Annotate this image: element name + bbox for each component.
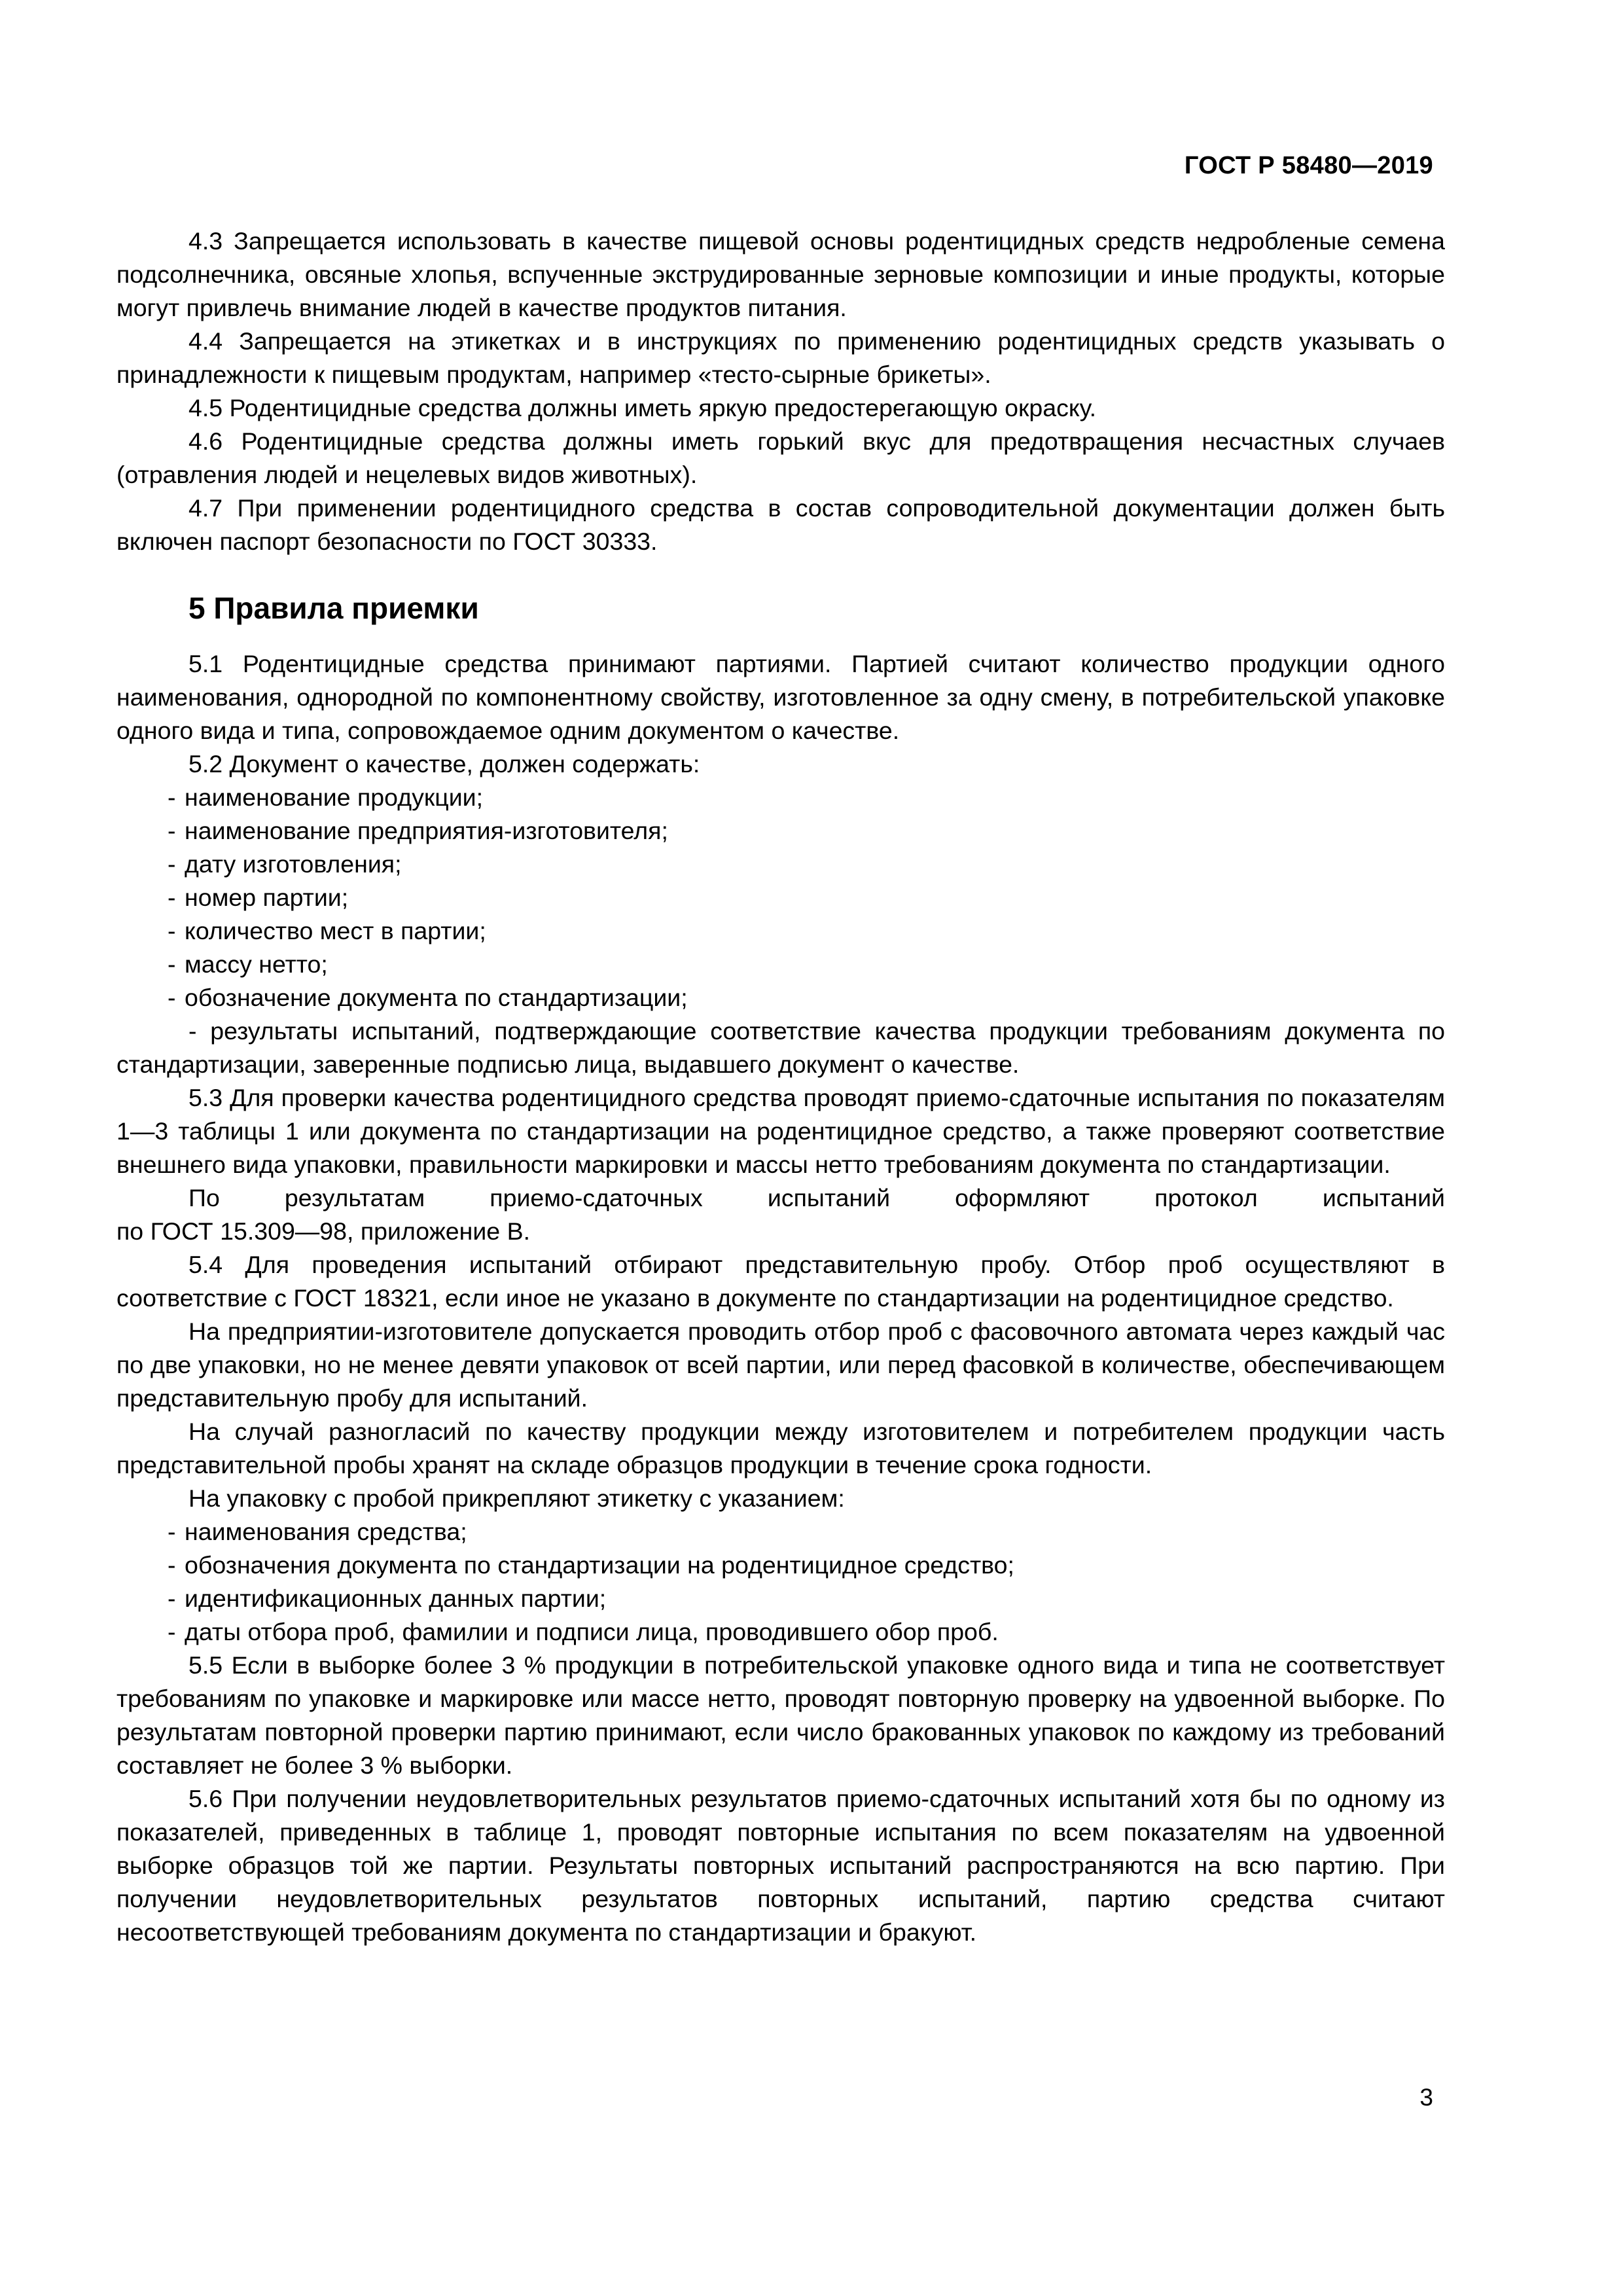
list-marker: - (168, 1585, 176, 1612)
list-5-2 (116, 781, 1445, 1081)
paragraph-5-6: 5.6 При получении неудовлетворительных результатов приемо-сдаточных испытаний хотя бы по одному из показателей, приведенных в таблице 1, проводят повторные испытания по всем показателям на удвоенной выборке образцов той же партии. Результаты повторных испытаний распространяются на всю партию. При получении неудовлетворительных результатов повторных испытаний, партию средства считают несоответствующей требованиям документа по стандартизации и бракуют. (116, 1785, 1445, 1946)
list-item: - обозначение документа по стандартизации; (116, 981, 1445, 1014)
page-number: 3 (1419, 2084, 1433, 2111)
paragraph-5-3: 5.3 Для проверки качества родентицидного средства проводят приемо-сдаточные испытания по показателям 1—3 таблицы 1 или документа по стандартизации на родентицидное средство, а также проверяют соответствие внешнего вида упаковки, правильности маркировки и массы нетто требованиям документа по стандартизации. (116, 1084, 1445, 1178)
list-item: - массу нетто; (116, 948, 1445, 981)
list-item-results: - результаты испытаний, подтверждающие соответствие качества продукции требованиям документа по стандартизации, заверенные подписью лица, выдавшего документ о качестве. (116, 1017, 1446, 1078)
paragraph-5-4-label: На упаковку с пробой прикрепляют этикетку с указанием: (188, 1484, 845, 1512)
paragraph-5-4-sampling: На предприятии-изготовителе допускается проводить отбор проб с фасовочного автомата через каждый час по две упаковки, но не менее девяти упаковок от всей партии, или перед фасовкой в количестве, обеспечивающем представительную пробу для испытаний. (116, 1318, 1445, 1412)
list-item: - наименования средства; (116, 1515, 1445, 1549)
paragraph-4-6: 4.6 Родентицидные средства должны иметь горький вкус для предотвращения несчастных случаев (отравления людей и нецелевых видов животных). (116, 427, 1445, 488)
paragraph-4-5: 4.5 Родентицидные средства должны иметь яркую предостерегающую окраску. (188, 394, 1097, 422)
paragraph-5-3-protocol-line2: по ГОСТ 15.309—98, приложение В. (116, 1217, 531, 1245)
list-marker: - (168, 850, 176, 878)
paragraph-5-3-protocol-line1: По результатам приемо-сдаточных испытаний оформляют протокол испытаний (188, 1184, 1445, 1211)
section-5-title: 5 Правила приемки (188, 591, 479, 625)
list-marker: - (168, 1518, 176, 1545)
list-item: - наименование предприятия-изготовителя; (116, 814, 1445, 848)
list-marker: - (168, 1551, 176, 1579)
paragraph-5-2: 5.2 Документ о качестве, должен содержать: (188, 750, 700, 778)
list-item: - номер партии; (116, 881, 1445, 914)
list-item: - даты отбора проб, фамилии и подписи лица, проводившего обор проб. (116, 1615, 1445, 1649)
list-marker: - (168, 817, 176, 844)
list-marker: - (168, 783, 176, 811)
paragraph-4-3: 4.3 Запрещается использовать в качестве пищевой основы родентицидных средств недробленые семена подсолнечника, овсяные хлопья, вспученные экструдированные зерновые композиции и иные продукты, которые могут привлечь внимание людей в качестве продуктов питания. (116, 227, 1445, 321)
paragraph-5-5: 5.5 Если в выборке более 3 % продукции в потребительской упаковке одного вида и типа не соответствует требованиям по упаковке и маркировке или массе нетто, проводят повторную проверку на удвоенной выборке. По результатам повторной проверки партию принимают, если число бракованных упаковок по каждому из требований составляет не более 3 % выборки. (116, 1651, 1445, 1779)
list-marker: - (168, 950, 176, 978)
list-item: - наименование продукции; (116, 781, 1445, 814)
list-item: - обозначения документа по стандартизации на родентицидное средство; (116, 1549, 1445, 1582)
document-body (116, 224, 1445, 1949)
paragraph-5-4-disputes: На случай разногласий по качеству продукции между изготовителем и потребителем продукции часть представительной пробы хранят на складе образцов продукции в течение срока годности. (116, 1418, 1445, 1479)
list-marker: - (168, 884, 176, 911)
paragraph-5-4: 5.4 Для проведения испытаний отбирают представительную пробу. Отбор проб осуществляют в соответствие с ГОСТ 18321, если иное не указано в документе по стандартизации на родентицидное средство. (116, 1251, 1445, 1312)
document-code-header: ГОСТ Р 58480—2019 (1184, 152, 1433, 179)
paragraph-4-4: 4.4 Запрещается на этикетках и в инструкциях по применению родентицидных средств указывать о принадлежности к пищевым продуктам, например «тесто-сырные брикеты». (116, 327, 1445, 388)
list-5-4 (116, 1515, 1445, 1649)
list-marker: - (168, 984, 176, 1011)
list-marker: - (188, 1017, 197, 1045)
list-item: - идентификационных данных партии; (116, 1582, 1445, 1615)
list-item: - количество мест в партии; (116, 914, 1445, 948)
list-marker: - (168, 917, 176, 944)
paragraph-5-1: 5.1 Родентицидные средства принимают партиями. Партией считают количество продукции одного наименования, однородной по компонентному свойству, изготовленное за одну смену, в потребительской упаковке одного вида и типа, сопровождаемое одним документом о качестве. (116, 650, 1445, 744)
list-item: - дату изготовления; (116, 848, 1445, 881)
paragraph-4-7: 4.7 При применении родентицидного средства в состав сопроводительной документации должен быть включен паспорт безопасности по ГОСТ 30333. (116, 494, 1445, 555)
list-marker: - (168, 1618, 176, 1645)
